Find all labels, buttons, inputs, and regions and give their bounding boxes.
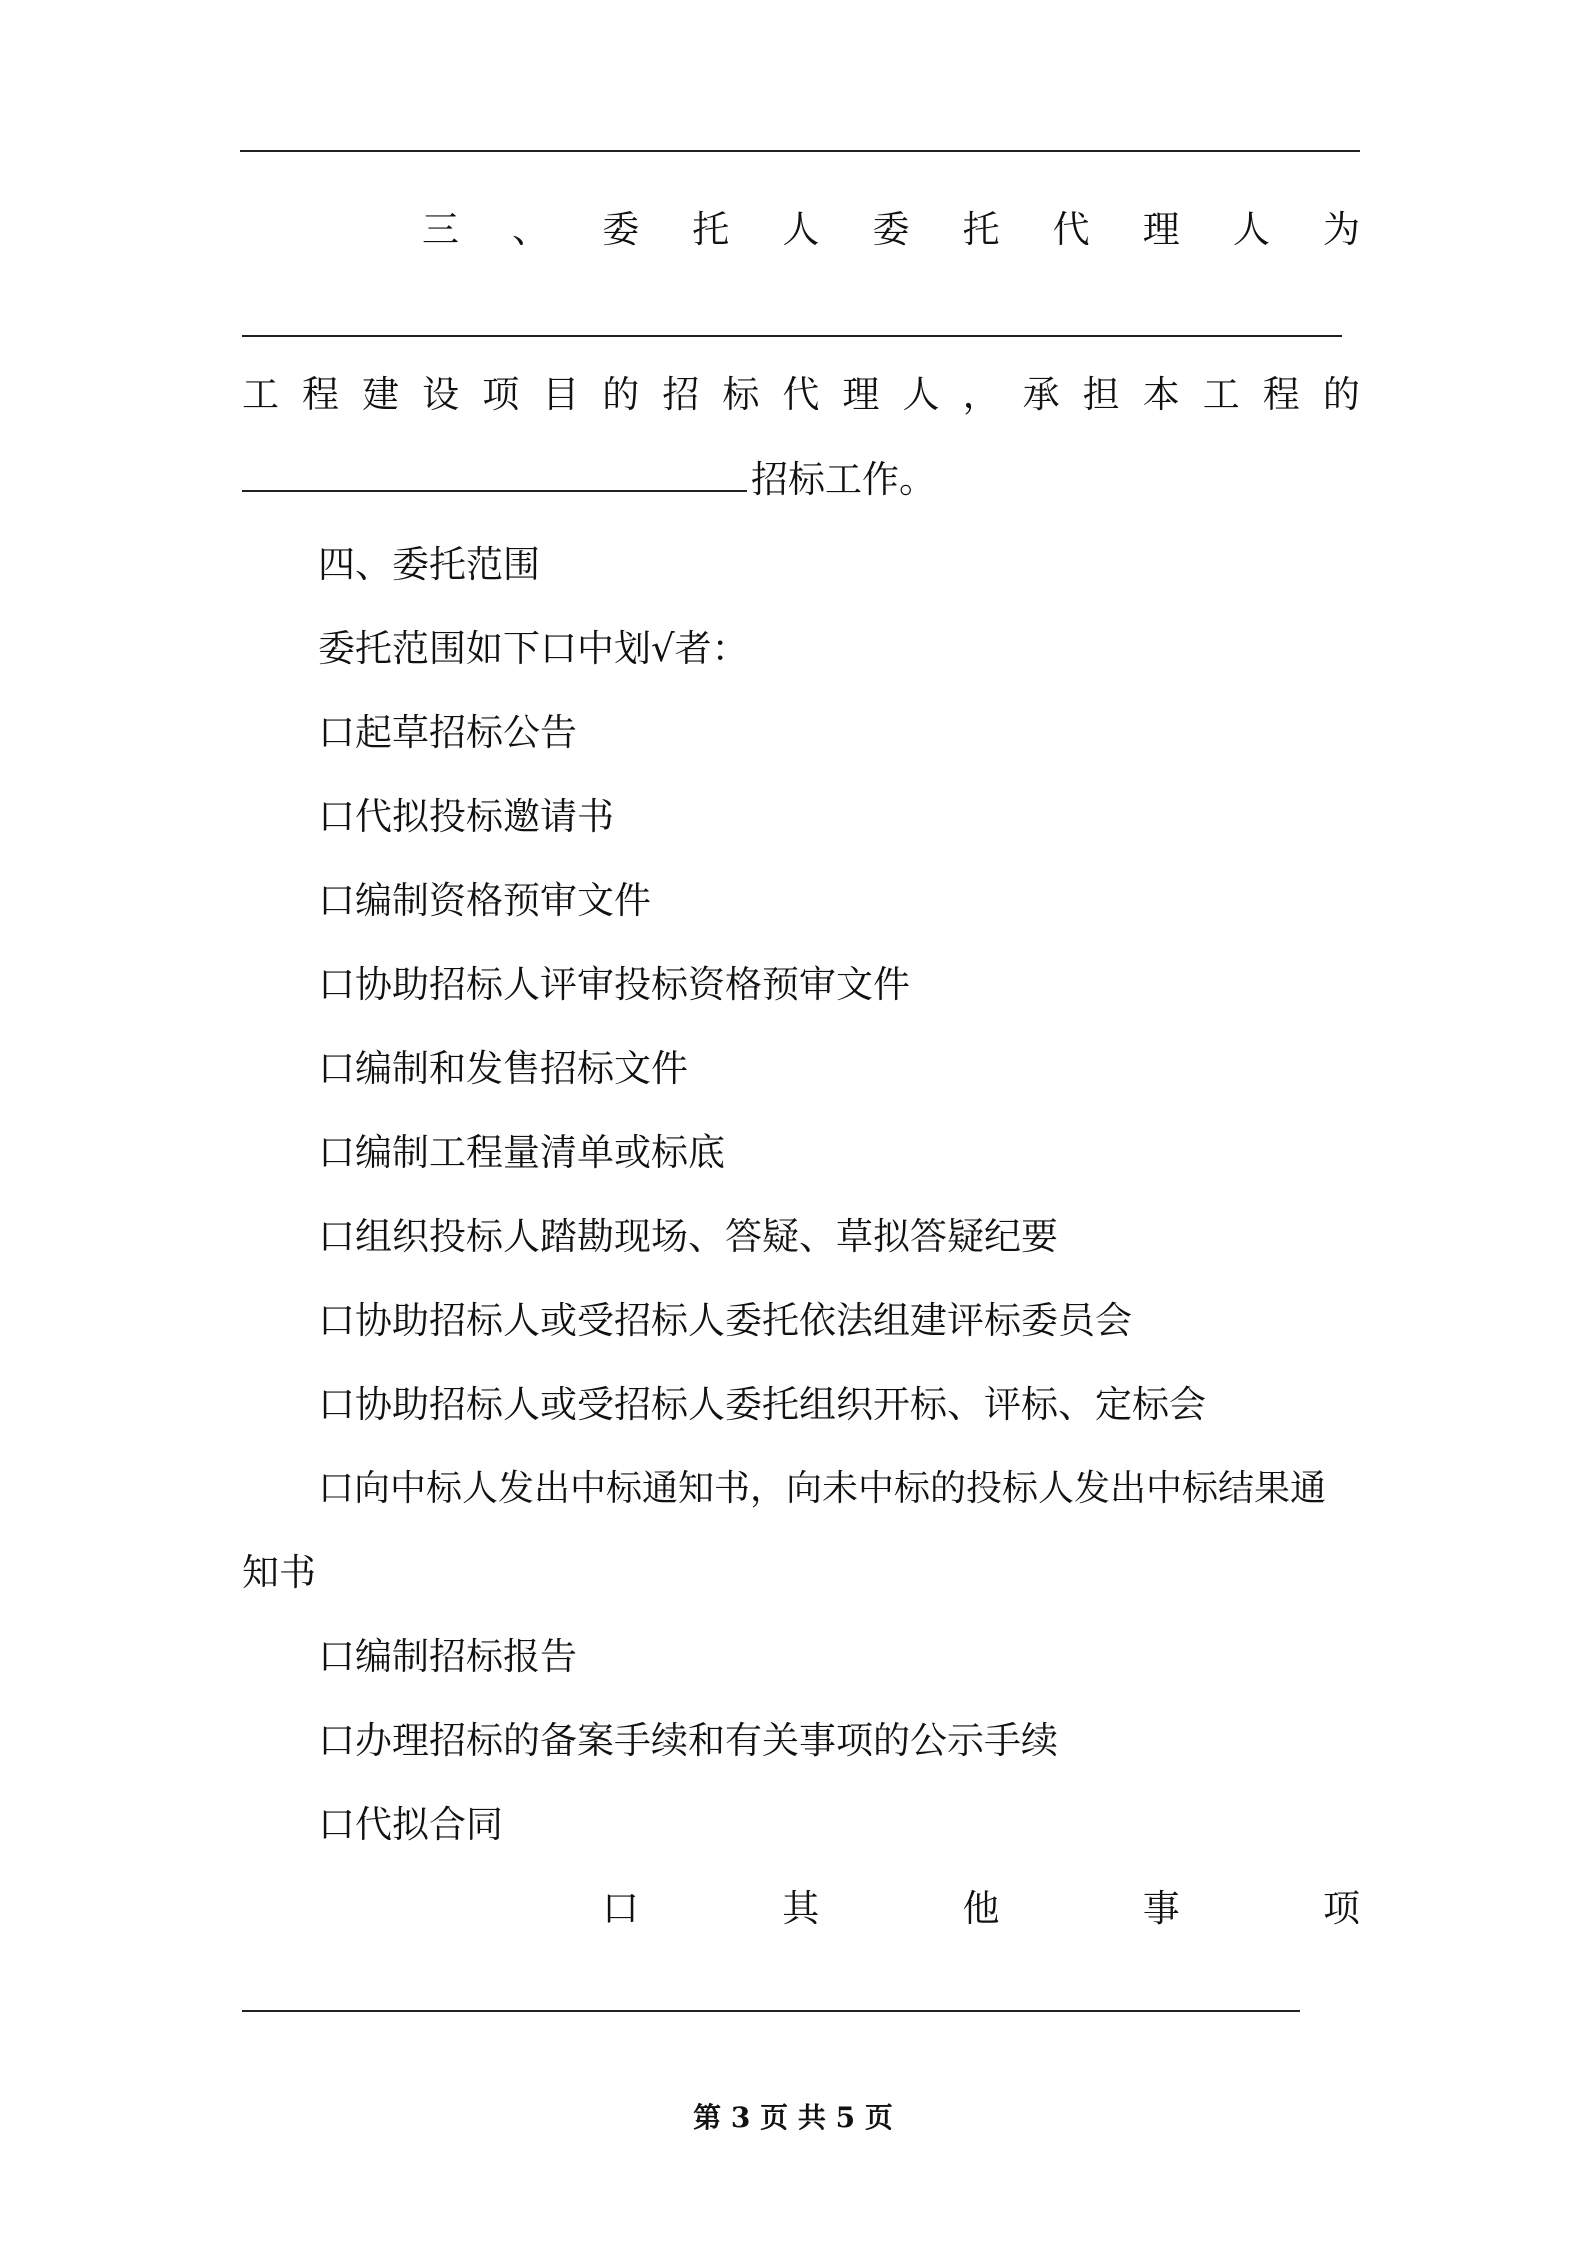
entrust-agent-char: 托	[692, 208, 730, 251]
bidding-work-blank	[242, 456, 747, 492]
section-heading: 四、委托范围	[318, 543, 540, 586]
bidding-work-text: 招标工作。	[751, 458, 936, 501]
project-agent-char: 标	[722, 373, 760, 416]
project-agent-char: 代	[782, 373, 820, 416]
list-item: 口协助招标人或受招标人委托依法组建评标委员会	[318, 1299, 1132, 1342]
project-agent-char: 本	[1142, 373, 1180, 416]
list-item: 口组织投标人踏勘现场、答疑、草拟答疑纪要	[318, 1215, 1058, 1258]
list-item: 口协助招标人或受招标人委托组织开标、评标、定标会	[318, 1383, 1206, 1426]
list-item: 口编制资格预审文件	[318, 879, 651, 922]
project-agent-char: 设	[422, 373, 460, 416]
entrust-agent-char: 委	[872, 208, 910, 251]
list-item: 口代拟合同	[318, 1803, 503, 1846]
other-matters-char: 事	[1142, 1887, 1180, 1930]
entrust-agent-char: 理	[1142, 208, 1180, 251]
entrust-agent-char: 三	[422, 208, 459, 251]
section-intro: 委托范围如下口中划√者：	[318, 627, 749, 670]
entrust-agent-line	[422, 205, 1360, 255]
list-item: 口编制和发售招标文件	[318, 1047, 688, 1090]
agent-name-blank	[242, 335, 1342, 337]
entrust-agent-char: 为	[1322, 208, 1360, 251]
project-agent-char: 招	[662, 373, 700, 416]
other-matters-line	[602, 1884, 1360, 1934]
project-agent-char: 程	[302, 373, 340, 416]
project-agent-char: 程	[1262, 373, 1300, 416]
list-item: 口办理招标的备案手续和有关事项的公示手续	[318, 1719, 1058, 1762]
other-matters-char: 他	[962, 1887, 1000, 1930]
list-item-long-continuation: 知书	[242, 1551, 316, 1594]
other-matters-blank	[242, 2010, 1300, 2012]
project-agent-char: 理	[842, 373, 880, 416]
project-agent-char: 目	[542, 373, 580, 416]
project-agent-char: 的	[1322, 373, 1360, 416]
entrust-agent-char: 代	[1052, 208, 1090, 251]
list-item: 口代拟投标邀请书	[318, 795, 614, 838]
page-footer: 第 3 页 共 5 页	[693, 2101, 893, 2134]
project-agent-char: 承	[1022, 373, 1060, 416]
list-item: 口编制招标报告	[318, 1635, 577, 1678]
project-agent-char: 工	[242, 373, 279, 416]
entrust-agent-char: 、	[512, 208, 550, 251]
header-rule	[240, 150, 1360, 152]
entrust-agent-char: 人	[1232, 208, 1270, 251]
project-agent-char: 项	[482, 373, 520, 416]
project-agent-char: 建	[362, 373, 400, 416]
entrust-agent-char: 人	[782, 208, 820, 251]
list-item: 口编制工程量清单或标底	[318, 1131, 725, 1174]
entrust-agent-char: 委	[602, 208, 640, 251]
project-agent-line	[242, 370, 1360, 420]
list-item: 口协助招标人评审投标资格预审文件	[318, 963, 910, 1006]
list-item-long: 口向中标人发出中标通知书，向未中标的投标人发出中标结果通	[318, 1468, 1327, 1509]
other-matters-char: 其	[782, 1887, 820, 1930]
other-matters-char: 口	[602, 1887, 639, 1930]
project-agent-char: ，	[962, 373, 1000, 416]
project-agent-char: 担	[1082, 373, 1120, 416]
list-item: 口起草招标公告	[318, 711, 577, 754]
other-matters-char: 项	[1323, 1887, 1360, 1930]
entrust-agent-char: 托	[962, 208, 1000, 251]
project-agent-char: 的	[602, 373, 640, 416]
project-agent-char: 工	[1202, 373, 1240, 416]
project-agent-char: 人	[902, 373, 940, 416]
bidding-work-line	[242, 455, 936, 505]
